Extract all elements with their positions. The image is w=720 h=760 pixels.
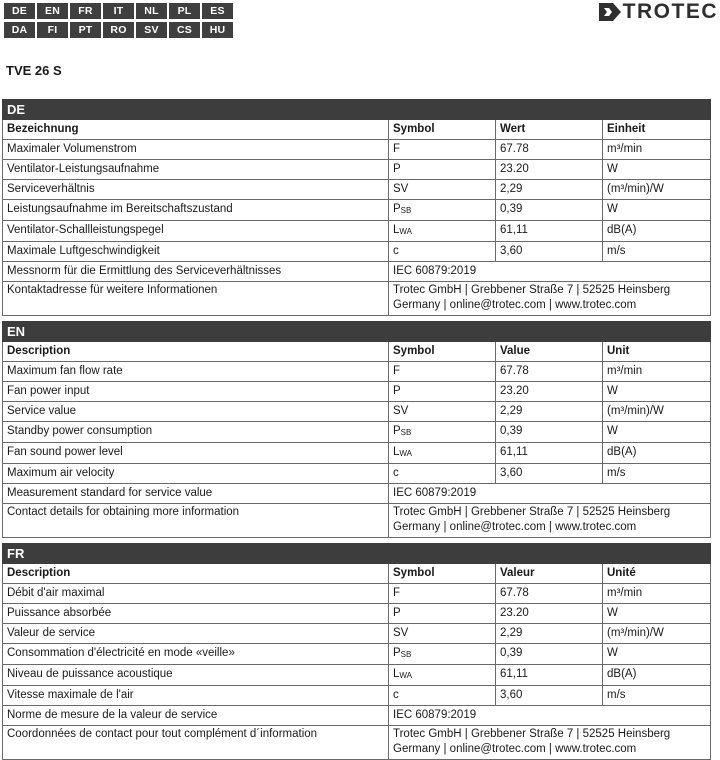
symbol-subscript: SB	[400, 206, 412, 215]
parameter-value: 23.20	[496, 604, 603, 624]
section-header-cell	[496, 100, 603, 120]
column-header-description: Bezeichnung	[3, 120, 389, 140]
column-header-value: Value	[496, 342, 603, 362]
symbol-letter: c	[393, 689, 399, 701]
symbol-letter: L	[393, 668, 400, 680]
symbol-subscript: WA	[399, 227, 412, 236]
parameter-value: 3,60	[496, 686, 603, 706]
parameter-symbol	[389, 422, 496, 443]
standard-row	[3, 484, 711, 504]
table-row	[3, 160, 711, 180]
symbol-letter: L	[393, 224, 400, 236]
language-tab[interactable]: DA	[4, 22, 35, 38]
standard-label: Measurement standard for service value	[3, 484, 389, 504]
section-header	[3, 100, 711, 120]
column-header-unit: Unité	[603, 564, 711, 584]
contact-address: Trotec GmbH | Grebbener Straße 7 | 52525 Heinsberg	[393, 506, 671, 518]
parameter-symbol	[389, 362, 496, 382]
contact-value	[389, 504, 711, 538]
brand-logo	[599, 0, 718, 24]
section-header-cell	[603, 100, 711, 120]
parameter-unit: W	[603, 644, 711, 665]
parameter-unit: W	[603, 160, 711, 180]
column-header-description: Description	[3, 564, 389, 584]
section-header-cell	[496, 544, 603, 564]
parameter-name: Consommation d'électricité en mode «veille»	[3, 644, 389, 665]
parameter-name: Niveau de puissance acoustique	[3, 665, 389, 686]
parameter-unit: (m³/min)/W	[603, 180, 711, 200]
symbol-letter: F	[393, 587, 401, 599]
section-header-cell	[603, 544, 711, 564]
table-row	[3, 686, 711, 706]
parameter-unit: m³/min	[603, 140, 711, 160]
symbol-letter: P	[393, 203, 401, 215]
parameter-symbol	[389, 604, 496, 624]
section-header-cell	[603, 322, 711, 342]
parameter-name: Débit d'air maximal	[3, 584, 389, 604]
parameter-value: 67.78	[496, 584, 603, 604]
table-row	[3, 402, 711, 422]
section-header-cell	[496, 322, 603, 342]
parameter-value: 0,39	[496, 644, 603, 665]
standard-label: Messnorm für die Ermittlung des Serviceverhältnisses	[3, 262, 389, 282]
language-tab[interactable]: IT	[103, 3, 134, 19]
parameter-symbol	[389, 624, 496, 644]
language-tab[interactable]: DE	[4, 3, 35, 19]
parameter-value: 0,39	[496, 422, 603, 443]
parameter-name: Fan power input	[3, 382, 389, 402]
standard-row	[3, 706, 711, 726]
parameter-name: Standby power consumption	[3, 422, 389, 443]
symbol-letter: c	[393, 245, 399, 257]
parameter-name: Ventilator-Leistungsaufnahme	[3, 160, 389, 180]
symbol-subscript: WA	[399, 449, 412, 458]
parameter-value: 3,60	[496, 242, 603, 262]
symbol-letter: P	[393, 163, 401, 175]
parameter-unit: W	[603, 604, 711, 624]
parameter-unit: m/s	[603, 686, 711, 706]
language-tab[interactable]: SV	[136, 22, 167, 38]
parameter-symbol	[389, 584, 496, 604]
spec-table	[2, 99, 711, 316]
symbol-subscript: WA	[399, 671, 412, 680]
parameter-symbol	[389, 665, 496, 686]
language-tab[interactable]: ES	[202, 3, 233, 19]
contact-label: Kontaktadresse für weitere Informationen	[3, 282, 389, 316]
section-code: EN	[3, 322, 389, 342]
brand-name: TROTEC	[622, 0, 718, 23]
parameter-unit: m³/min	[603, 362, 711, 382]
trotec-logo-icon	[599, 1, 621, 23]
contact-value	[389, 726, 711, 760]
parameter-name: Ventilator-Schallleistungspegel	[3, 221, 389, 242]
contact-address: Trotec GmbH | Grebbener Straße 7 | 52525 Heinsberg	[393, 284, 671, 296]
section-code: DE	[3, 100, 389, 120]
table-row	[3, 180, 711, 200]
language-tab[interactable]: FR	[70, 3, 101, 19]
contact-row	[3, 726, 711, 760]
parameter-symbol	[389, 221, 496, 242]
table-row	[3, 443, 711, 464]
language-tab[interactable]: FI	[37, 22, 68, 38]
parameter-symbol	[389, 160, 496, 180]
section-header-cell	[389, 544, 496, 564]
parameter-value: 61,11	[496, 443, 603, 464]
parameter-value: 0,39	[496, 200, 603, 221]
section-header-cell	[389, 100, 496, 120]
contact-row	[3, 504, 711, 538]
symbol-letter: P	[393, 425, 401, 437]
column-header-row	[3, 564, 711, 584]
parameter-symbol	[389, 686, 496, 706]
parameter-value: 67.78	[496, 140, 603, 160]
parameter-name: Serviceverhältnis	[3, 180, 389, 200]
parameter-symbol	[389, 180, 496, 200]
spec-table	[2, 321, 711, 538]
parameter-value: 61,11	[496, 221, 603, 242]
standard-value: IEC 60879:2019	[389, 262, 711, 282]
parameter-unit: dB(A)	[603, 443, 711, 464]
column-header-description: Description	[3, 342, 389, 362]
parameter-value: 2,29	[496, 180, 603, 200]
spec-table-de	[2, 99, 710, 316]
contact-web: Germany | online@trotec.com | www.trotec.com	[393, 743, 637, 755]
column-header-row	[3, 120, 711, 140]
language-tab[interactable]: PL	[169, 3, 200, 19]
parameter-name: Puissance absorbée	[3, 604, 389, 624]
language-selector	[4, 3, 238, 41]
parameter-symbol	[389, 464, 496, 484]
symbol-letter: L	[393, 446, 400, 458]
column-header-symbol: Symbol	[389, 120, 496, 140]
symbol-letter: P	[393, 647, 401, 659]
parameter-name: Maximum fan flow rate	[3, 362, 389, 382]
language-tab[interactable]: NL	[136, 3, 167, 19]
table-row	[3, 584, 711, 604]
symbol-letter: P	[393, 385, 401, 397]
parameter-unit: dB(A)	[603, 221, 711, 242]
parameter-unit: (m³/min)/W	[603, 624, 711, 644]
parameter-value: 23.20	[496, 382, 603, 402]
model-title: TVE 26 S	[6, 63, 62, 78]
standard-value: IEC 60879:2019	[389, 484, 711, 504]
section-code: FR	[3, 544, 389, 564]
symbol-letter: SV	[393, 183, 409, 195]
parameter-unit: dB(A)	[603, 665, 711, 686]
standard-row	[3, 262, 711, 282]
language-tab[interactable]: CS	[169, 22, 200, 38]
contact-web: Germany | online@trotec.com | www.trotec.com	[393, 299, 637, 311]
symbol-letter: SV	[393, 405, 409, 417]
parameter-unit: W	[603, 200, 711, 221]
parameter-name: Service value	[3, 402, 389, 422]
table-row	[3, 242, 711, 262]
column-header-value: Valeur	[496, 564, 603, 584]
parameter-unit: m/s	[603, 464, 711, 484]
symbol-subscript: SB	[400, 650, 412, 659]
parameter-name: Fan sound power level	[3, 443, 389, 464]
parameter-symbol	[389, 382, 496, 402]
table-row	[3, 221, 711, 242]
contact-row	[3, 282, 711, 316]
table-row	[3, 382, 711, 402]
parameter-symbol	[389, 242, 496, 262]
contact-address: Trotec GmbH | Grebbener Straße 7 | 52525 Heinsberg	[393, 728, 671, 740]
parameter-symbol	[389, 443, 496, 464]
parameter-name: Maximale Luftgeschwindigkeit	[3, 242, 389, 262]
column-header-symbol: Symbol	[389, 342, 496, 362]
contact-value	[389, 282, 711, 316]
section-header	[3, 322, 711, 342]
parameter-name: Maximum air velocity	[3, 464, 389, 484]
contact-label: Contact details for obtaining more information	[3, 504, 389, 538]
contact-web: Germany | online@trotec.com | www.trotec.com	[393, 521, 637, 533]
column-header-row	[3, 342, 711, 362]
language-tab[interactable]: HU	[202, 22, 233, 38]
parameter-name: Leistungsaufnahme im Bereitschaftszustand	[3, 200, 389, 221]
table-row	[3, 200, 711, 221]
table-row	[3, 464, 711, 484]
language-tab[interactable]: PT	[70, 22, 101, 38]
parameter-unit: (m³/min)/W	[603, 402, 711, 422]
parameter-value: 61,11	[496, 665, 603, 686]
section-header	[3, 544, 711, 564]
parameter-value: 3,60	[496, 464, 603, 484]
table-row	[3, 362, 711, 382]
symbol-letter: P	[393, 607, 401, 619]
parameter-unit: W	[603, 382, 711, 402]
symbol-letter: F	[393, 365, 401, 377]
parameter-value: 2,29	[496, 402, 603, 422]
parameter-value: 23.20	[496, 160, 603, 180]
contact-label: Coordonnées de contact pour tout complément d´information	[3, 726, 389, 760]
table-row	[3, 665, 711, 686]
parameter-symbol	[389, 402, 496, 422]
table-row	[3, 604, 711, 624]
symbol-subscript: SB	[400, 428, 412, 437]
parameter-unit: m³/min	[603, 584, 711, 604]
standard-value: IEC 60879:2019	[389, 706, 711, 726]
symbol-letter: F	[393, 143, 401, 155]
table-row	[3, 140, 711, 160]
spec-table-en	[2, 321, 710, 538]
standard-label: Norme de mesure de la valeur de service	[3, 706, 389, 726]
parameter-symbol	[389, 644, 496, 665]
table-row	[3, 624, 711, 644]
column-header-unit: Unit	[603, 342, 711, 362]
parameter-symbol	[389, 140, 496, 160]
column-header-unit: Einheit	[603, 120, 711, 140]
section-header-cell	[389, 322, 496, 342]
language-tab[interactable]: RO	[103, 22, 134, 38]
parameter-symbol	[389, 200, 496, 221]
parameter-unit: W	[603, 422, 711, 443]
table-row	[3, 422, 711, 443]
parameter-name: Vitesse maximale de l'air	[3, 686, 389, 706]
table-row	[3, 644, 711, 665]
language-tab[interactable]: EN	[37, 3, 68, 19]
language-row-2	[4, 22, 238, 38]
language-row-1	[4, 3, 238, 19]
column-header-symbol: Symbol	[389, 564, 496, 584]
parameter-name: Maximaler Volumenstrom	[3, 140, 389, 160]
parameter-unit: m/s	[603, 242, 711, 262]
parameter-value: 2,29	[496, 624, 603, 644]
column-header-value: Wert	[496, 120, 603, 140]
symbol-letter: c	[393, 467, 399, 479]
spec-table	[2, 543, 711, 760]
symbol-letter: SV	[393, 627, 409, 639]
spec-table-fr	[2, 543, 710, 760]
parameter-value: 67.78	[496, 362, 603, 382]
parameter-name: Valeur de service	[3, 624, 389, 644]
